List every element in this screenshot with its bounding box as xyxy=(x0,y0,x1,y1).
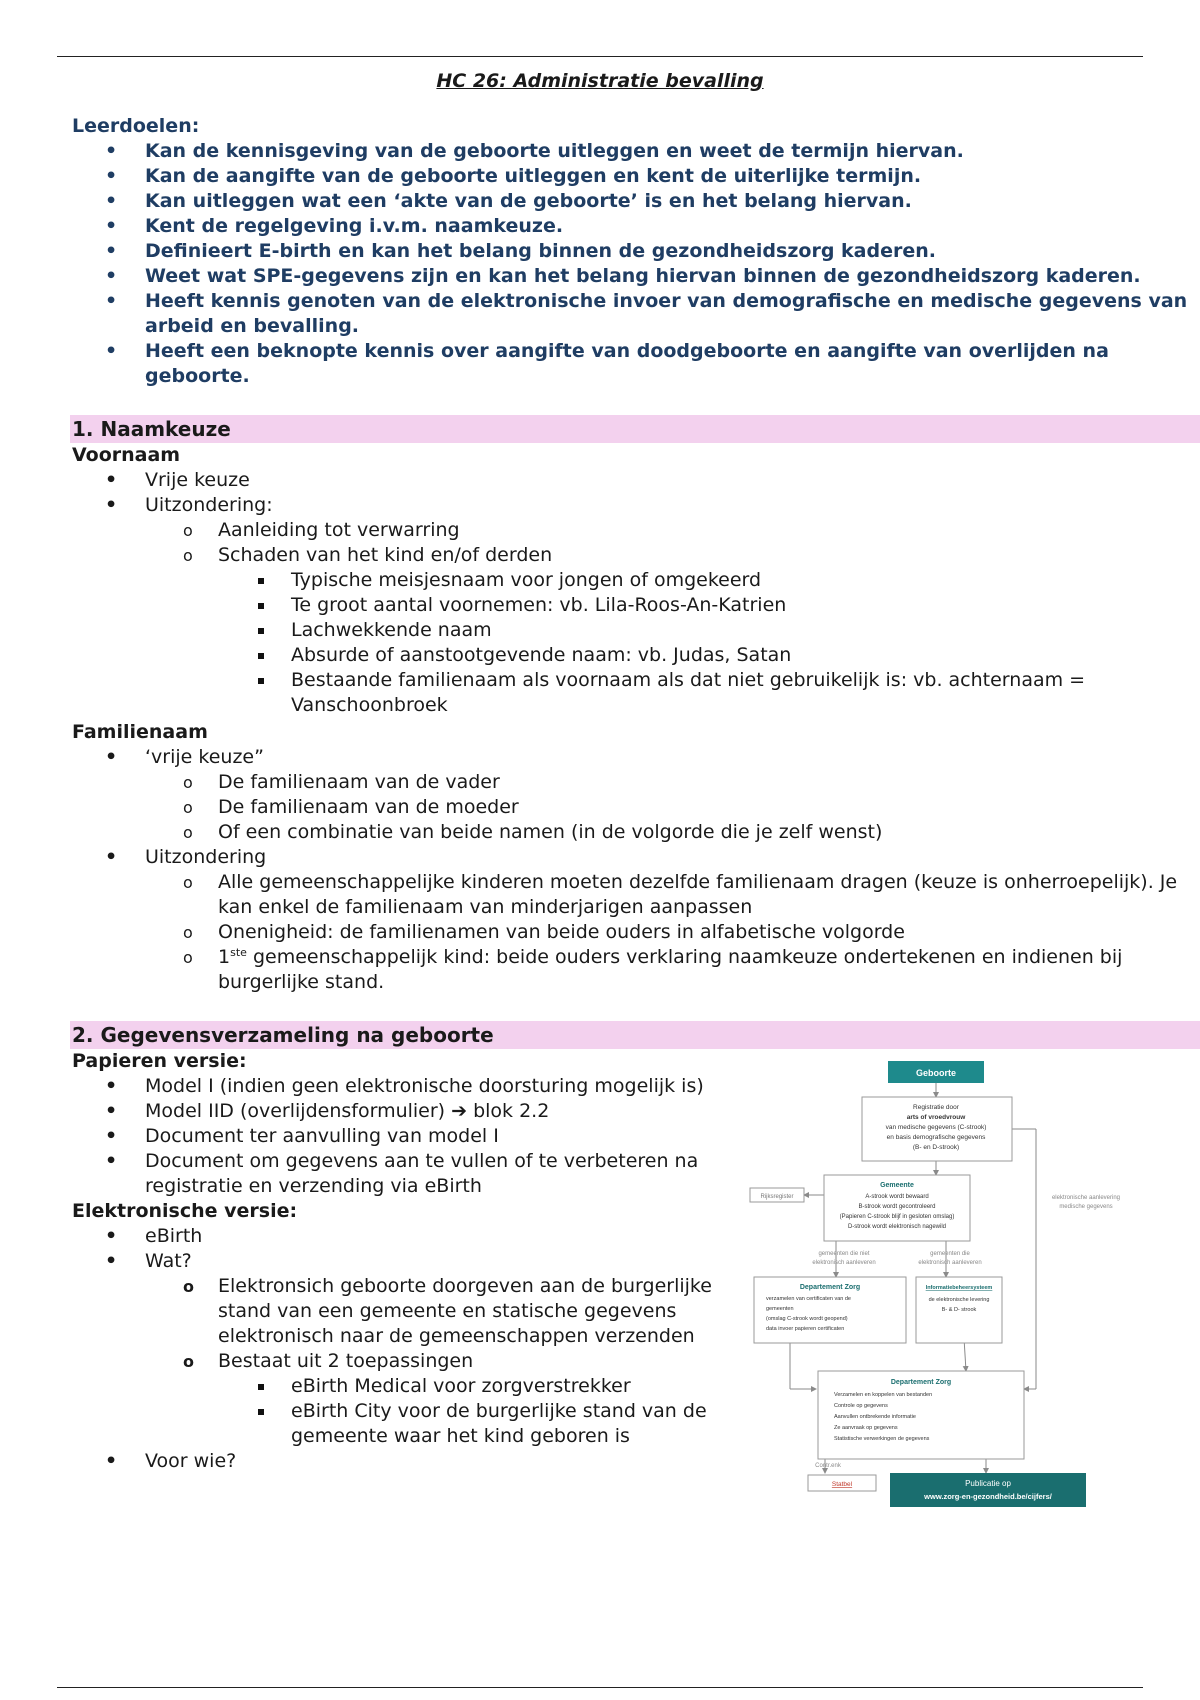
list-item: • Weet wat SPE-gegevens zijn en kan het belang hiervan binnen de gezondheidszorg kaderen. xyxy=(72,264,1192,289)
diagram-label: elektronisch aanleveren xyxy=(812,1260,876,1266)
list-item-label: ‘vrije keuze” xyxy=(145,746,264,768)
list-item-text: Model IID (overlijdensformulier) xyxy=(145,1100,452,1122)
list-item: Typische meisjesnaam voor jongen of omgekeerd xyxy=(73,568,1192,593)
list-item: • Heeft kennis genoten van de elektronische invoer van demografische en medische gegevens van arbeid en bevalling. xyxy=(72,289,1192,339)
list-item: eBirth Medical voor zorgverstrekker xyxy=(73,1374,722,1399)
list-item: • Vrije keuze xyxy=(72,468,1192,493)
list-item: Lachwekkende naam xyxy=(73,618,1192,643)
diagram-label: elektronische aanlevering xyxy=(1051,1195,1121,1201)
familienaam-options xyxy=(145,770,1192,845)
list-item: • Kan de aangifte van de geboorte uitleggen en kent de uiterlijke termijn. xyxy=(72,164,1192,189)
diagram-label: Gemeente xyxy=(880,1182,914,1189)
diagram-label-geboorte: Geboorte xyxy=(915,1068,957,1078)
diagram-label: Ze aanvraak op gegevens xyxy=(834,1425,898,1431)
list-item: • Kan uitleggen wat een ‘akte van de geboorte’ is en het belang hiervan. xyxy=(72,189,1192,214)
list-item-label: Wat? xyxy=(145,1250,192,1272)
list-item-label: Schaden van het kind en/of derden xyxy=(218,544,553,566)
diagram-label: verzamelen van certificaten van de xyxy=(766,1296,851,1302)
elektronisch-list xyxy=(72,1224,722,1474)
list-item: o Alle gemeenschappelijke kinderen moeten dezelfde familienaam dragen (keuze is onherroepelijk). Je kan enkel de familienaam van minderjarigen aanpassen xyxy=(73,870,1192,920)
list-item: • Definieert E-birth en kan het belang binnen de gezondheidszorg kaderen. xyxy=(72,239,1192,264)
ebirth-what xyxy=(145,1274,722,1449)
list-item xyxy=(72,493,1192,718)
list-item: • Heeft een beknopte kennis over aangifte van doodgeboorte en aangifte van overlijden na geboorte. xyxy=(72,339,1192,389)
ordinal-suffix: ste xyxy=(230,946,247,959)
bottom-rule xyxy=(57,1687,1143,1688)
section2-body xyxy=(72,1049,1192,1501)
list-item xyxy=(72,1099,722,1124)
top-rule xyxy=(57,56,1143,57)
list-item-label: Bestaat uit 2 toepassingen xyxy=(218,1350,474,1372)
list-item: • Kan de kennisgeving van de geboorte uitleggen en weet de termijn hiervan. xyxy=(72,139,1192,164)
section-heading-gegevensverzameling: 2. Gegevensverzameling na geboorte xyxy=(70,1021,1200,1049)
list-item-label: Uitzondering: xyxy=(145,494,273,516)
diagram-label: Publicatie op xyxy=(965,1479,1011,1488)
list-item xyxy=(73,543,1192,718)
subheading-voornaam: Voornaam xyxy=(72,444,181,466)
list-item: Bestaande familienaam als voornaam als dat niet gebruikelijk is: vb. achternaam = Vanschoonbroek xyxy=(73,668,1192,718)
diagram-label: gemeenten die xyxy=(930,1251,970,1257)
list-item: o Elektronsich geboorte doorgeven aan de burgerlijke stand van een gemeente en statische gegevens elektronisch naar de gemeenschappen verzenden xyxy=(73,1274,722,1349)
list-item: • Model I (indien geen elektronische doorsturing mogelijk is) xyxy=(72,1074,722,1099)
section-heading-naamkeuze: 1. Naamkeuze xyxy=(70,415,1200,443)
diagram-label: Contr.enk xyxy=(815,1463,841,1469)
ebirth-applications xyxy=(218,1374,722,1449)
list-item xyxy=(72,745,1192,845)
diagram-label: data invoer papieren certificaten xyxy=(766,1326,845,1332)
learning-goals xyxy=(72,114,1192,389)
diagram-label: Aanvullen ontbrekende informatie xyxy=(834,1414,916,1420)
list-item: o Aanleiding tot verwarring xyxy=(73,518,1192,543)
diagram-label: en basis demografische gegevens xyxy=(886,1134,986,1141)
list-item-label: Uitzondering xyxy=(145,846,267,868)
diagram-label: van medische gegevens (C-strook) xyxy=(885,1124,987,1131)
diagram-label: Controle op gegevens xyxy=(834,1403,888,1409)
diagram-label: www.zorg-en-gezondheid.be/cijfers/ xyxy=(924,1492,1052,1501)
harm-examples xyxy=(218,568,1192,718)
list-item: • Kent de regelgeving i.v.m. naamkeuze. xyxy=(72,214,1192,239)
subheading-familienaam: Familienaam xyxy=(72,721,208,743)
familienaam-list xyxy=(72,745,1192,995)
diagram-label: B-strook wordt gecontroleerd xyxy=(858,1204,936,1210)
diagram-label: de elektronische levering xyxy=(928,1297,990,1303)
document-content xyxy=(72,114,1192,1501)
list-item: o De familienaam van de vader xyxy=(73,770,1192,795)
list-item xyxy=(73,945,1192,995)
list-item: • eBirth xyxy=(72,1224,722,1249)
diagram-label: Statbel xyxy=(831,1481,853,1488)
voornaam-exceptions xyxy=(145,518,1192,718)
diagram-label: (B- en D-strook) xyxy=(912,1144,960,1151)
diagram-label: Departement Zorg xyxy=(799,1284,861,1291)
diagram-label: B- & D- strook xyxy=(941,1307,977,1313)
diagram-label: Verzamelen en koppelen van bestanden xyxy=(834,1392,933,1398)
subheading-elektronische-versie: Elektronische versie: xyxy=(72,1200,298,1222)
diagram-label: (omslag C-strook wordt geopend) xyxy=(766,1316,848,1322)
list-item xyxy=(72,845,1192,995)
diagram-label: Rijksregister xyxy=(760,1194,794,1200)
list-item: • Document om gegevens aan te vullen of te verbeteren na registratie en verzending via eBirth xyxy=(72,1149,722,1199)
diagram-label: Registratie door xyxy=(913,1104,959,1111)
ordinal-number: 1 xyxy=(218,946,231,968)
birth-data-flow-diagram xyxy=(736,1049,1176,1559)
papieren-list xyxy=(72,1074,722,1199)
list-item xyxy=(72,1249,722,1449)
diagram-label: elektronisch aanleveren xyxy=(918,1260,982,1266)
learning-goals-list xyxy=(72,139,1192,389)
diagram-label: A-strook wordt bewaard xyxy=(865,1194,929,1200)
list-item: o Onenigheid: de familienamen van beide ouders in alfabetische volgorde xyxy=(73,920,1192,945)
diagram-label: Departement Zorg xyxy=(890,1379,952,1386)
list-item: • Voor wie? xyxy=(72,1449,722,1474)
list-item: Absurde of aanstootgevende naam: vb. Judas, Satan xyxy=(73,643,1192,668)
list-item: Te groot aantal voornemen: vb. Lila-Roos-An-Katrien xyxy=(73,593,1192,618)
page-title: HC 26: Administratie bevalling xyxy=(436,70,764,92)
diagram-label: (Papieren C-strook blijf in gesloten omslag) xyxy=(839,1214,955,1220)
list-item-text: blok 2.2 xyxy=(467,1100,550,1122)
familienaam-exceptions xyxy=(145,870,1192,995)
voornaam-list xyxy=(72,468,1192,718)
list-item: o De familienaam van de moeder xyxy=(73,795,1192,820)
list-item xyxy=(73,1349,722,1449)
section2-text xyxy=(72,1049,722,1474)
subheading-papieren-versie: Papieren versie: xyxy=(72,1050,247,1072)
list-item: eBirth City voor de burgerlijke stand van de gemeente waar het kind geboren is xyxy=(73,1399,722,1449)
diagram-label: arts of vroedvrouw xyxy=(906,1114,966,1121)
list-item-text: gemeenschappelijk kind: beide ouders verklaring naamkeuze ondertekenen en indienen bij burgerlijke stand. xyxy=(218,946,1123,993)
diagram-label: D-strook wordt elektronisch nagewild xyxy=(847,1224,947,1230)
arrow-icon: ➔ xyxy=(451,1100,468,1122)
learning-goals-heading: Leerdoelen: xyxy=(72,115,200,137)
list-item: • Document ter aanvulling van model I xyxy=(72,1124,722,1149)
diagram-label: Informatiebeheersysteem xyxy=(925,1285,993,1291)
list-item: o Of een combinatie van beide namen (in de volgorde die je zelf wenst) xyxy=(73,820,1192,845)
diagram-label: Statistische verwerkingen de gegevens xyxy=(834,1436,930,1442)
diagram-label: medische gegevens xyxy=(1059,1204,1113,1210)
diagram-label: gemeenten xyxy=(766,1306,794,1312)
diagram-label: gemeenten die niet xyxy=(818,1251,870,1257)
